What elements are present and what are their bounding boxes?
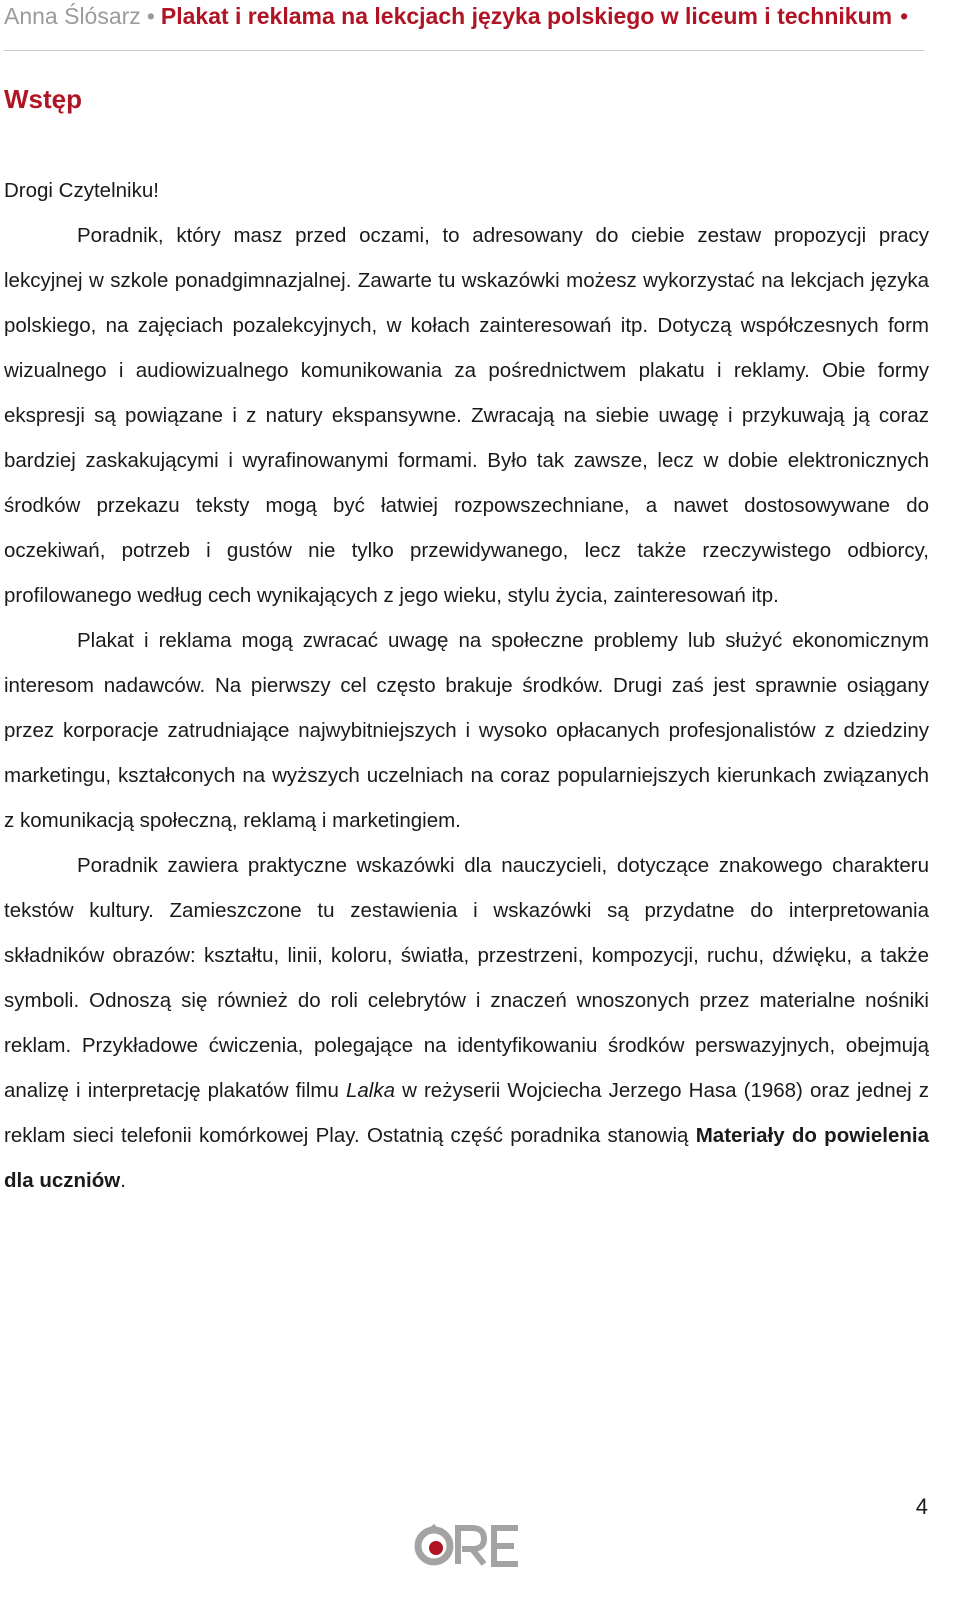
paragraph-3 bbox=[4, 843, 929, 1203]
running-header bbox=[4, 0, 924, 32]
paragraph-3-part-b: w reżyserii Wojciecha Jerzego Hasa (1968) oraz jednej z reklam sieci telefonii komórkowej Play. Ostatnią część poradnika stanowią bbox=[4, 1079, 929, 1147]
header-trail-bullet: • bbox=[900, 3, 909, 29]
salutation: Drogi Czytelniku! bbox=[4, 179, 159, 202]
header-divider bbox=[4, 50, 924, 51]
ore-logo-icon bbox=[414, 1522, 522, 1568]
body-text bbox=[4, 168, 929, 1203]
paragraph-2: Plakat i reklama mogą zwracać uwagę na społeczne problemy lub służyć ekonomicznym interesom nadawców. Na pierwszy cel często brakuje środków. Drugi zaś jest sprawnie osiągany przez korporacje zatrudniające najwybitniejszych i wysoko opłacanych profesjonalistów z dziedziny marketingu, kształconych na wyższych uczelniach na coraz popularniejszych kierunkach związanych z komunikacją społeczną, reklamą i marketingiem. bbox=[4, 629, 929, 832]
paragraph-1: Poradnik, który masz przed oczami, to adresowany do ciebie zestaw propozycji pracy lekcyjnej w szkole ponadgimnazjalnej. Zawarte tu wskazówki możesz wykorzystać na lekcjach języka polskiego, na zajęciach pozalekcyjnych, w kołach zainteresowań itp. Dotyczą współczesnych form wizualnego i audiowizualnego komunikowania za pośrednictwem plakatu i reklamy. Obie formy ekspresji są powiązane i z natury ekspansywne. Zwracają na siebie uwagę i przykuwają ją coraz bardziej zaskakującymi i wyrafinowanymi formami. Było tak zawsze, lecz w dobie elektronicznych środków przekazu teksty mogą być łatwiej rozpowszechniane, a nawet dostosowywane do oczekiwań, potrzeb i gustów nie tylko przewidywanego, lecz także rzeczywistego odbiorcy, profilowanego według cech wynikających z jego wieku, stylu życia, zainteresowań itp. bbox=[4, 224, 929, 607]
paragraph-3-end: . bbox=[120, 1169, 126, 1192]
film-title: Lalka bbox=[345, 1079, 395, 1102]
paragraph-3-part-a: Poradnik zawiera praktyczne wskazówki dla nauczycieli, dotyczące znakowego charakteru tekstów kultury. Zamieszczone tu zestawienia i wskazówki są przydatne do interpretowania składników obrazów: kształtu, linii, koloru, światła, przestrzeni, kompozycji, ruchu, dźwięku, a także symboli. Odnoszą się również do roli celebrytów i znaczeń wnoszonych przez materialne nośniki reklam. Przykładowe ćwiczenia, polegające na identyfikowaniu środków perswazyjnych, obejmują analizę i interpretację plakatów filmu bbox=[4, 854, 929, 1102]
ore-logo-graphic bbox=[414, 1522, 522, 1568]
section-title: Wstęp bbox=[4, 84, 82, 114]
header-author: Anna Ślósarz bbox=[4, 3, 141, 29]
page-number: 4 bbox=[915, 1494, 928, 1519]
header-document-title: Plakat i reklama na lekcjach języka polskiego w liceum i technikum bbox=[160, 3, 893, 29]
header-separator: • bbox=[146, 3, 155, 29]
materials-reference: Materiały do powielenia dla uczniów bbox=[4, 1124, 929, 1192]
